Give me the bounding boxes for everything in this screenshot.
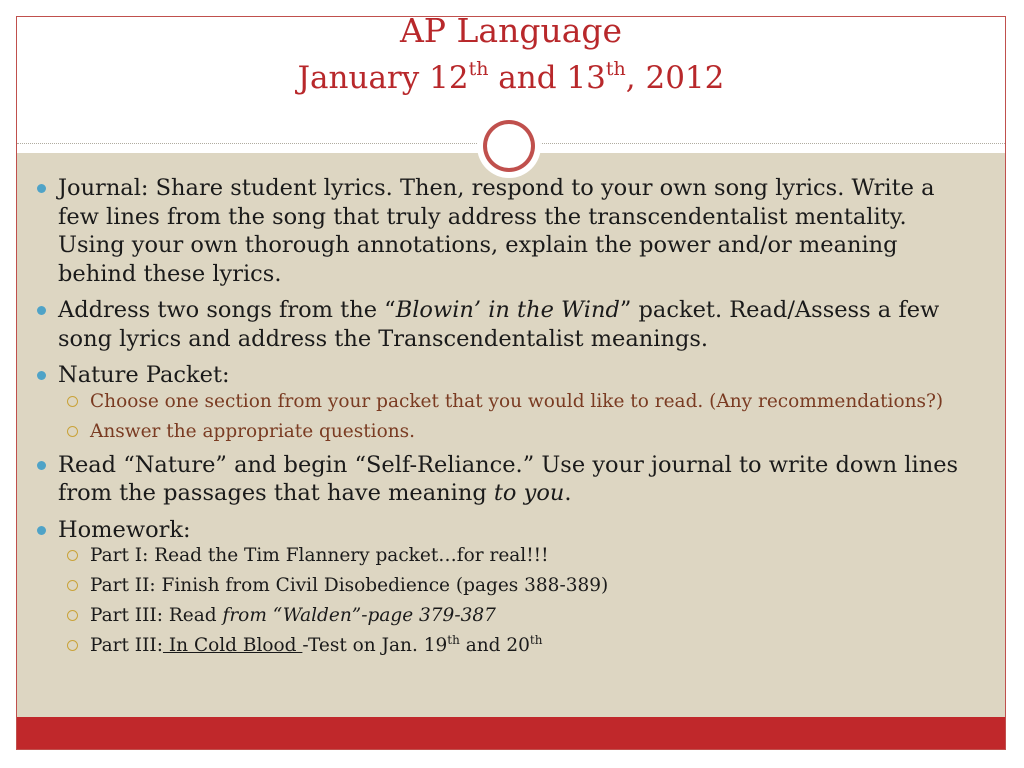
subbullet-hw-part2-text: Part II: Finish from Civil Disobedience (pages 388-389) xyxy=(90,575,609,596)
subbullet-hw-part3-test xyxy=(58,634,974,657)
subbullet-choose-section-text: Choose one section from your packet that you would like to read. (Any recommendations?) xyxy=(90,390,944,412)
bullet-read-text-b: . xyxy=(564,480,572,506)
subbullet-hw-test-book: In Cold Blood xyxy=(162,635,303,656)
bullet-nature-packet xyxy=(34,361,974,443)
bullet-read-emphasis: to you xyxy=(493,480,565,506)
bullet-journal xyxy=(34,174,974,288)
bullet-nature-packet-text: Nature Packet: xyxy=(58,362,230,388)
bullet-journal-text: Journal: Share student lyrics. Then, respond to your own song lyrics. Write a few lines from the song that truly address the transcendentalist mentality. Using your own thorough annotations, explain the power and/or meaning behind these lyrics. xyxy=(58,175,935,287)
subbullet-hw-part1-text: Part I: Read the Tim Flannery packet…for real!!! xyxy=(90,545,549,566)
bullet-read-text-a: Read “Nature” and begin “Self-Reliance.” Use your journal to write down lines from the passages that have meaning xyxy=(58,451,959,506)
circle-ornament-ring xyxy=(483,120,535,172)
subbullet-hw-part1 xyxy=(58,544,974,567)
subbullet-hw-part3-text: Part III: Read xyxy=(90,605,223,626)
bullet-address-songs xyxy=(34,296,974,353)
bottom-bar xyxy=(17,717,1005,750)
homework-sublist xyxy=(58,544,974,657)
bullet-address-text-a: Address two songs from the “ xyxy=(58,297,396,323)
bullet-read-nature xyxy=(34,451,974,508)
nature-packet-sublist xyxy=(58,390,974,443)
bullet-address-text-b: ” packet. Read/Assess a few song lyrics and address the Transcendentalist meanings. xyxy=(58,297,940,352)
bullet-homework xyxy=(34,516,974,658)
subbullet-hw-part3-walden xyxy=(58,604,974,627)
circle-ornament-center xyxy=(487,124,531,168)
title-date-part1: January 12 xyxy=(297,60,469,96)
subbullet-hw-part2 xyxy=(58,574,974,597)
title-date-part2: and 13 xyxy=(488,60,606,96)
title-line-1: AP Language xyxy=(399,16,623,50)
title-date-sup2: th xyxy=(605,58,626,80)
subbullet-hw-test-label: Part III: xyxy=(90,635,163,656)
subbullet-choose-section xyxy=(58,390,974,413)
title-date-part3: , 2012 xyxy=(625,60,725,96)
title-line-2 xyxy=(17,60,1005,96)
subbullet-hw-test-text-a: -Test on Jan. 19 xyxy=(302,635,448,656)
title-date-sup1: th xyxy=(468,58,489,80)
bullet-address-title: Blowin’ in the Wind xyxy=(395,297,620,323)
subbullet-hw-test-sup1: th xyxy=(447,633,460,647)
circle-ornament-icon xyxy=(477,114,541,178)
bullet-homework-text: Homework: xyxy=(58,516,191,543)
subbullet-answer-questions-text: Answer the appropriate questions. xyxy=(90,420,416,442)
subbullet-hw-test-sup2: th xyxy=(529,633,543,647)
subbullet-hw-test-text-b: and 20 xyxy=(459,635,530,656)
agenda-list xyxy=(34,174,974,665)
subbullet-answer-questions xyxy=(58,420,974,443)
subbullet-hw-part3-emphasis: from “Walden”-page 379-387 xyxy=(222,605,496,626)
